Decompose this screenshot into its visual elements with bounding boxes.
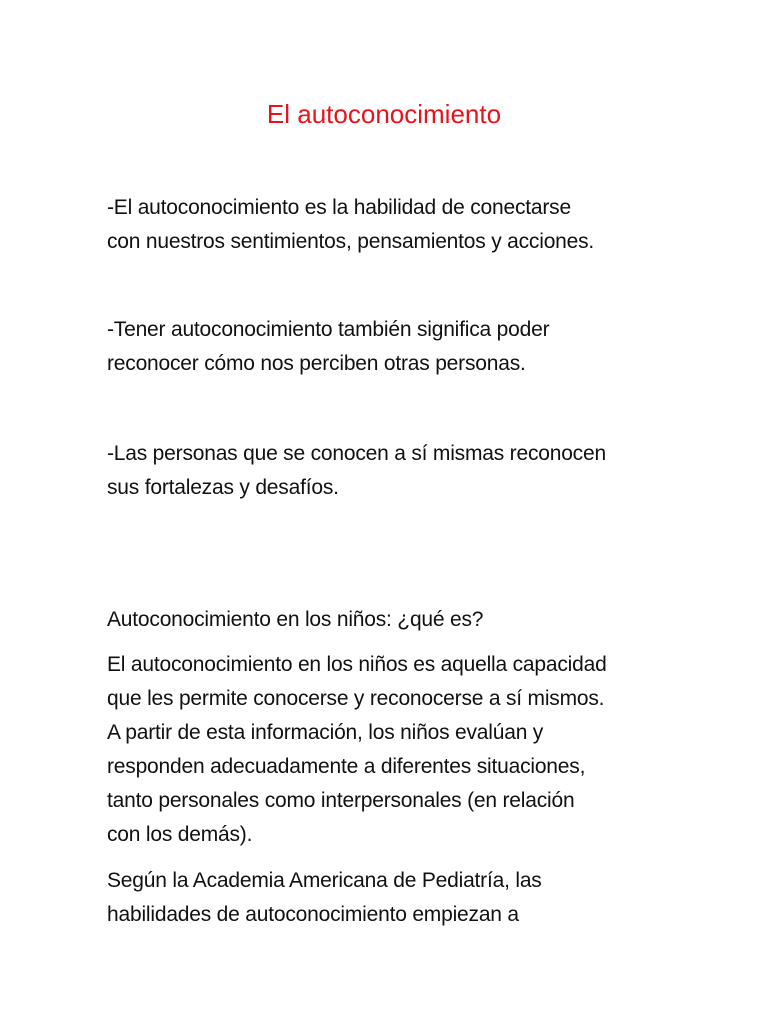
paragraph-perception — [107, 313, 667, 381]
text-line: habilidades de autoconocimiento empiezan a — [107, 903, 519, 926]
text-line: reconocer cómo nos perciben otras personas. — [107, 352, 526, 375]
text-line: A partir de esta información, los niños evalúan y — [107, 721, 544, 744]
text-line: que les permite conocerse y reconocerse a sí mismos. — [107, 687, 605, 710]
text-line: con nuestros sentimientos, pensamientos y acciones. — [107, 230, 595, 253]
paragraph-pediatrics — [107, 864, 667, 932]
document-title: El autoconocimiento — [266, 99, 502, 129]
text-line: tanto personales como interpersonales (en relación — [107, 789, 575, 812]
section-heading-children — [107, 603, 667, 637]
text-line: -El autoconocimiento es la habilidad de conectarse — [107, 196, 571, 219]
text-line: sus fortalezas y desafíos. — [107, 476, 339, 499]
paragraph-definition — [107, 191, 667, 259]
text-line: -Las personas que se conocen a sí mismas reconocen — [107, 442, 606, 465]
paragraph-children-definition — [107, 648, 667, 852]
text-line: con los demás). — [107, 823, 253, 846]
text-line: -Tener autoconocimiento también significa poder — [107, 318, 550, 341]
paragraph-strengths — [107, 437, 667, 505]
text-line: responden adecuadamente a diferentes situaciones, — [107, 755, 586, 778]
text-line: Según la Academia Americana de Pediatría, las — [107, 869, 542, 892]
text-line: Autoconocimiento en los niños: ¿qué es? — [107, 608, 484, 631]
text-line: El autoconocimiento en los niños es aquella capacidad — [107, 653, 607, 676]
